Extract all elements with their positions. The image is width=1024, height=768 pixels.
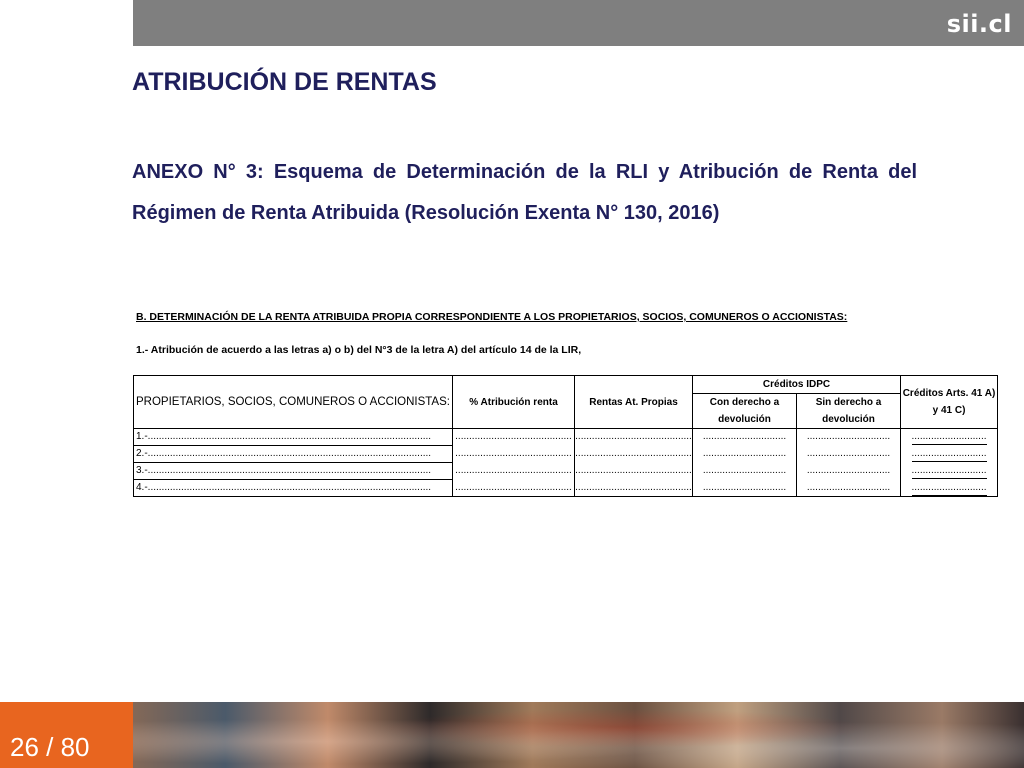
rentas-cell: .......................................... [575,429,693,446]
pct-cell: .......................................... [453,446,575,463]
header-rentas-propias: Rentas At. Propias [575,376,693,429]
con-derecho-cell: .............................. [693,446,797,463]
owner-cell: 3.-...................................................................................................... [134,463,453,480]
table-row [134,463,998,480]
pct-cell: .......................................... [453,429,575,446]
arts-value: ........................... [912,481,987,496]
brand-logo[interactable]: sii.cl [946,10,1012,38]
intro-line: 1.- Atribución de acuerdo a las letras a) o b) del N°3 de la letra A) del artículo 14 de la LIR, [136,344,582,356]
con-derecho-cell: .............................. [693,463,797,480]
arts-value: ........................... [912,430,987,445]
arts-cell [901,446,998,463]
table-row [134,429,998,446]
header-creditos-idpc: Créditos IDPC [693,376,901,394]
attribution-table [133,375,998,497]
section-b-heading: B. DETERMINACIÓN DE LA RENTA ATRIBUIDA PROPIA CORRESPONDIENTE A LOS PROPIETARIOS, SOCIOS, COMUNEROS O ACCIONISTAS: [136,311,848,323]
annex-heading: ANEXO N° 3: Esquema de Determinación de la RLI y Atribución de Renta del Régimen de Renta Atribuida (Resolución Exenta N° 130, 2016) [132,161,917,224]
arts-cell [901,480,998,497]
table-row [134,480,998,497]
sin-derecho-cell: .............................. [797,480,901,497]
con-derecho-cell: .............................. [693,429,797,446]
con-derecho-cell: .............................. [693,480,797,497]
footer-banner [0,702,1024,768]
page-badge [0,702,133,768]
arts-value: ........................... [912,464,987,479]
header-sin-derecho: Sin derecho a devolución [797,394,901,429]
pct-cell: .......................................... [453,463,575,480]
owner-cell: 4.-...................................................................................................... [134,480,453,497]
arts-value: ........................... [912,447,987,462]
arts-cell [901,429,998,446]
rentas-cell: .......................................... [575,463,693,480]
header-con-derecho: Con derecho a devolución [693,394,797,429]
owner-cell: 1.-...................................................................................................... [134,429,453,446]
sin-derecho-cell: .............................. [797,463,901,480]
rentas-cell: .......................................... [575,480,693,497]
sin-derecho-cell: .............................. [797,429,901,446]
owner-cell: 2.-...................................................................................................... [134,446,453,463]
slide-title: ATRIBUCIÓN DE RENTAS [132,68,437,96]
arts-cell [901,463,998,480]
table-row [134,446,998,463]
crowd-photo [133,702,1024,768]
sin-derecho-cell: .............................. [797,446,901,463]
page-number: 26 / 80 [10,732,90,762]
pct-cell: .......................................... [453,480,575,497]
header-creditos-arts: Créditos Arts. 41 A) y 41 C) [901,376,998,429]
header-pct-attribution: % Atribución renta [453,376,575,429]
top-bar [133,0,1024,46]
header-owners: PROPIETARIOS, SOCIOS, COMUNEROS O ACCIONISTAS: [134,376,453,429]
rentas-cell: .......................................... [575,446,693,463]
